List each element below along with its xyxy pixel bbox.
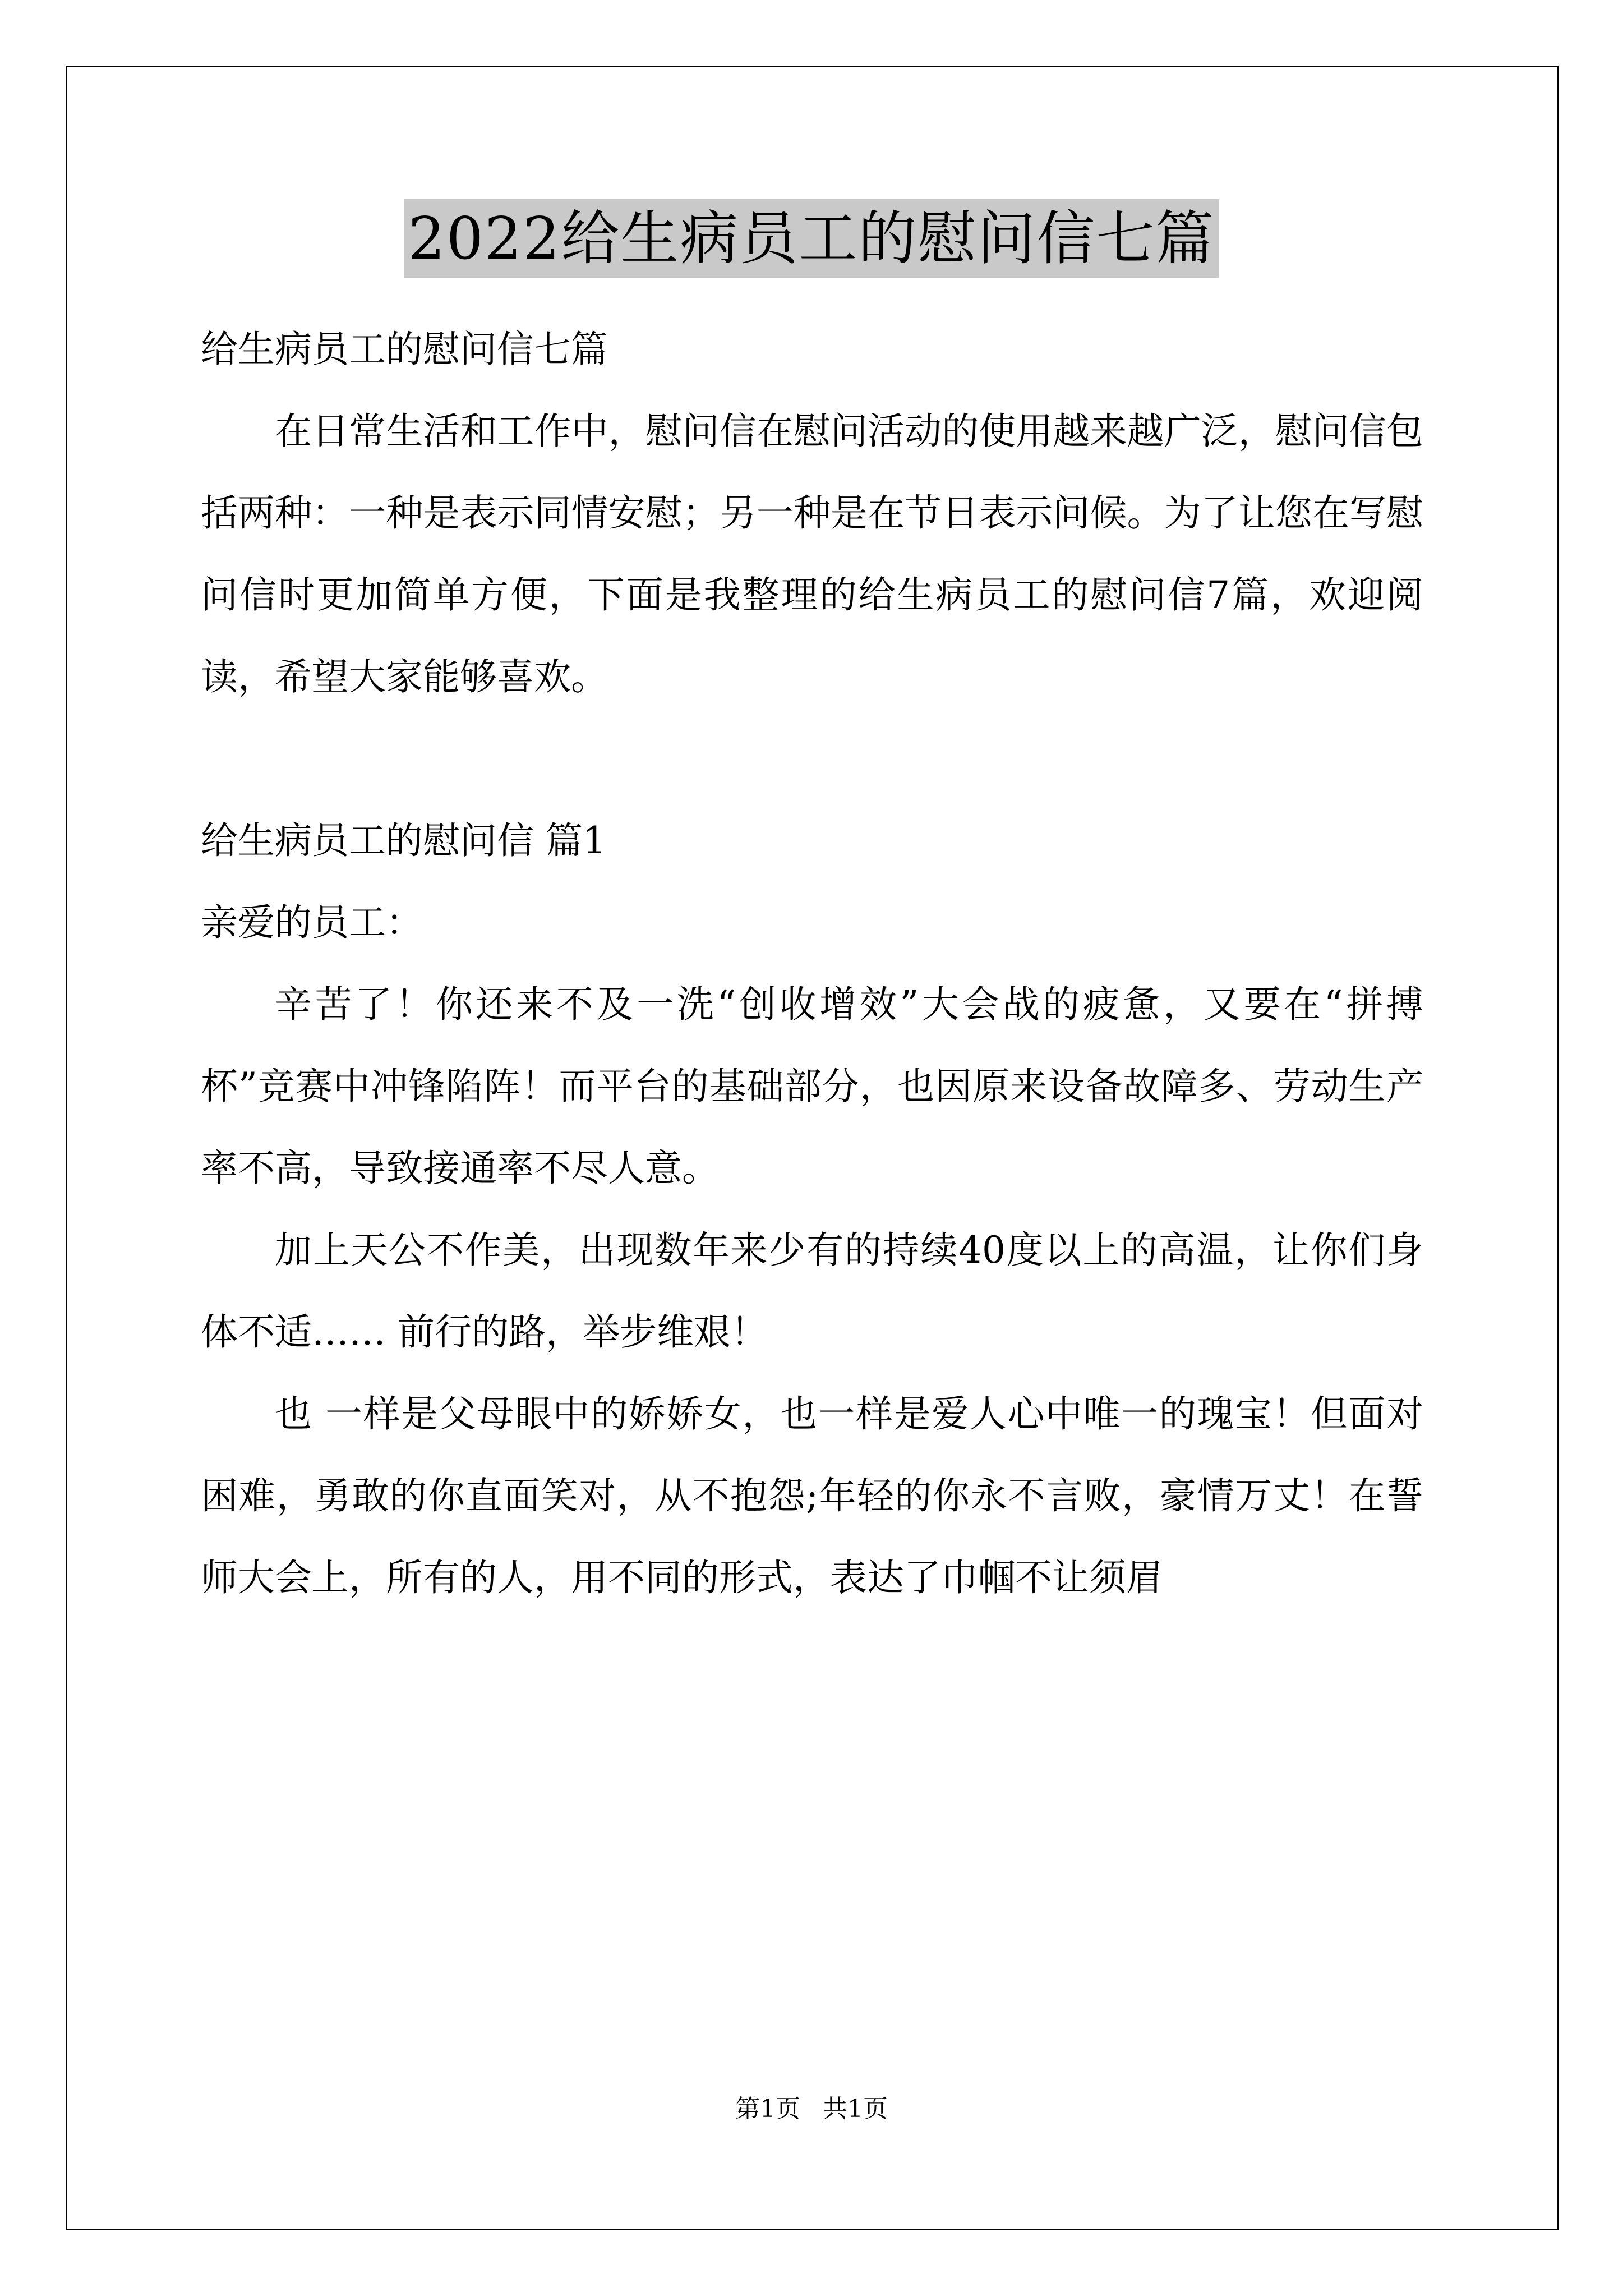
page-number: 第1页 <box>735 2095 800 2123</box>
title-wrap <box>0 199 1623 278</box>
intro-paragraph: 在日常生活和工作中，慰问信在慰问活动的使用越来越广泛，慰问信包括两种：一种是表示同情安慰；另一种是在节日表示问候。为了让您在写慰问信时更加简单方便，下面是我整理的给生病员工的慰问信7篇，欢迎阅读，希望大家能够喜欢。 <box>201 409 1423 698</box>
document-body <box>201 309 1423 1619</box>
document-title: 2022给生病员工的慰问信七篇 <box>404 199 1220 278</box>
page-total: 共1页 <box>823 2095 888 2123</box>
document-subtitle: 给生病员工的慰问信七篇 <box>201 328 608 371</box>
body-paragraph: 也 一样是父母眼中的娇娇女，也一样是爱人心中唯一的瑰宝！但面对困难，勇敢的你直面笑对，从不抱怨;年轻的你永不言败，豪情万丈！在誓师大会上，所有的人，用不同的形式，表达了巾帼不让须眉 <box>201 1392 1423 1599</box>
salutation: 亲爱的员工： <box>201 901 423 944</box>
body-paragraph: 加上天公不作美，出现数年来少有的持续40度以上的高温，让你们身体不适…… 前行的路，举步维艰！ <box>201 1228 1423 1354</box>
page-footer <box>0 2092 1623 2126</box>
body-paragraph: 辛苦了！你还来不及一洗“创收增效”大会战的疲惫，又要在“拼搏杯”竞赛中冲锋陷阵！而平台的基础部分，也因原来设备故障多、劳动生产率不高，导致接通率不尽人意。 <box>201 983 1423 1190</box>
section-gap <box>201 718 1423 800</box>
section-heading: 给生病员工的慰问信 篇1 <box>201 819 606 862</box>
